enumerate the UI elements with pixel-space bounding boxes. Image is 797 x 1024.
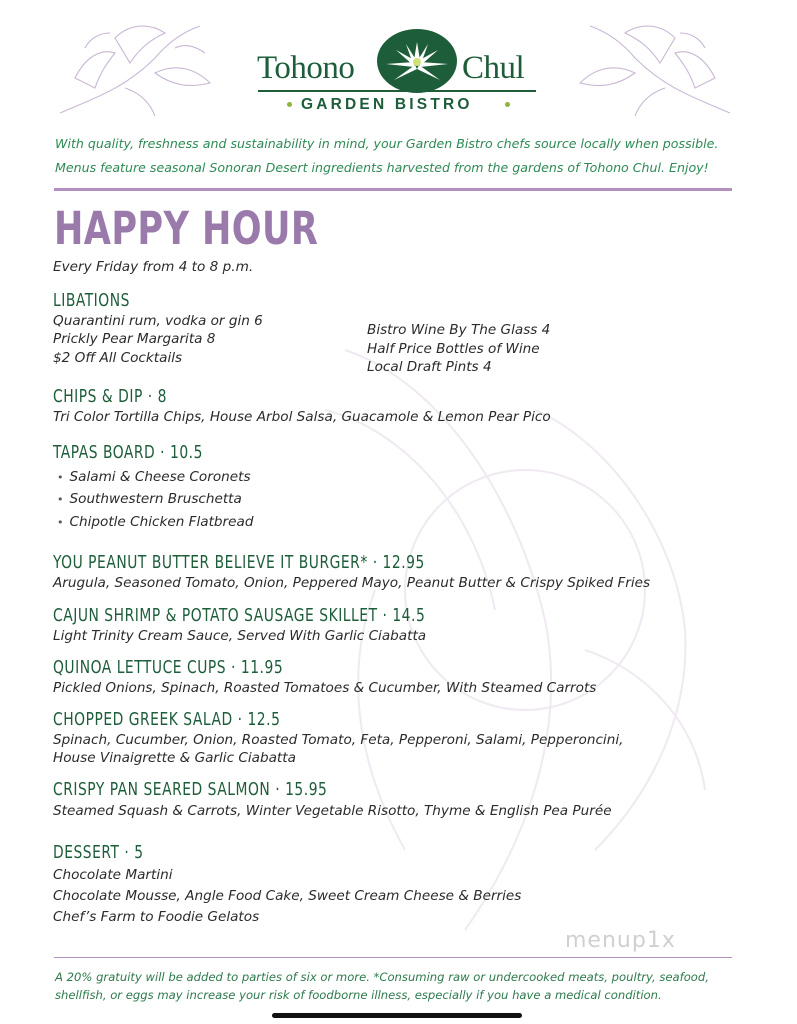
- bullet-icon: •: [57, 471, 64, 484]
- libation-item: Half Price Bottles of Wine: [367, 341, 540, 357]
- footer-line-1: A 20% gratuity will be added to parties of six or more. *Consuming raw or undercooked meats, poultry, seafood,: [55, 970, 709, 984]
- greek-heading: CHOPPED GREEK SALAD · 12.5: [53, 710, 281, 730]
- chips-heading: CHIPS & DIP · 8: [53, 387, 167, 407]
- libations-heading: LIBATIONS: [53, 291, 130, 311]
- libation-item: $2 Off All Cocktails: [53, 350, 183, 366]
- burger-heading: YOU PEANUT BUTTER BELIEVE IT BURGER* · 12.95: [53, 553, 425, 573]
- tapas-item-label: Southwestern Bruschetta: [69, 491, 242, 507]
- happy-hour-title: HAPPY HOUR: [54, 202, 319, 255]
- quinoa-description: Pickled Onions, Spinach, Roasted Tomatoes & Cucumber, With Steamed Carrots: [53, 680, 597, 696]
- dessert-item: Chef’s Farm to Foodie Gelatos: [53, 909, 260, 925]
- libation-item: Quarantini rum, vodka or gin 6: [53, 313, 263, 329]
- flower-logo-icon: [376, 28, 458, 94]
- chips-description: Tri Color Tortilla Chips, House Arbol Salsa, Guacamole & Lemon Pear Pico: [53, 409, 551, 425]
- shrimp-description: Light Trinity Cream Sauce, Served With Garlic Ciabatta: [53, 628, 427, 644]
- footer-divider: [54, 957, 732, 958]
- logo-dot-left: [287, 102, 292, 107]
- header-divider: [54, 188, 732, 191]
- libation-item: Local Draft Pints 4: [367, 359, 492, 375]
- greek-description-line-2: House Vinaigrette & Garlic Ciabatta: [53, 750, 296, 766]
- tapas-item: [57, 491, 242, 507]
- logo-subtitle: GARDEN BISTRO: [301, 96, 473, 113]
- intro-line-1: With quality, freshness and sustainability in mind, your Garden Bistro chefs source locally when possible.: [55, 136, 719, 151]
- dessert-item: Chocolate Mousse, Angle Food Cake, Sweet Cream Cheese & Berries: [53, 888, 522, 904]
- flower-sketch-right: [570, 18, 735, 118]
- footer-line-2: shellfish, or eggs may increase your risk of foodborne illness, especially if you have a medical condition.: [55, 988, 662, 1002]
- tapas-item-label: Chipotle Chicken Flatbread: [69, 514, 254, 530]
- greek-description-line-1: Spinach, Cucumber, Onion, Roasted Tomato, Feta, Pepperoni, Salami, Pepperoncini,: [53, 732, 624, 748]
- bullet-icon: •: [57, 516, 64, 529]
- tapas-heading: TAPAS BOARD · 10.5: [53, 443, 203, 463]
- salmon-description: Steamed Squash & Carrots, Winter Vegetable Risotto, Thyme & English Pea Purée: [53, 803, 612, 819]
- quinoa-heading: QUINOA LETTUCE CUPS · 11.95: [53, 658, 284, 678]
- logo-word-right: Chul: [462, 50, 525, 86]
- tapas-item-label: Salami & Cheese Coronets: [69, 469, 251, 485]
- logo-dot-right: [505, 102, 510, 107]
- tapas-item: [57, 514, 253, 530]
- home-indicator[interactable]: [272, 1013, 522, 1018]
- libation-item: Prickly Pear Margarita 8: [53, 331, 216, 347]
- logo-word-left: Tohono: [257, 50, 355, 86]
- dessert-item: Chocolate Martini: [53, 867, 173, 883]
- intro-line-2: Menus feature seasonal Sonoran Desert ingredients harvested from the gardens of Tohono Chul. Enjoy!: [55, 160, 709, 175]
- happy-hour-subtitle: Every Friday from 4 to 8 p.m.: [53, 259, 254, 275]
- dessert-heading: DESSERT · 5: [53, 843, 144, 863]
- libation-item: Bistro Wine By The Glass 4: [367, 322, 551, 338]
- menupix-watermark: menup1x: [565, 928, 676, 953]
- bullet-icon: •: [57, 493, 64, 506]
- logo-underline: [258, 90, 536, 92]
- flower-sketch-left: [55, 18, 220, 118]
- shrimp-heading: CAJUN SHRIMP & POTATO SAUSAGE SKILLET · 14.5: [53, 606, 426, 626]
- salmon-heading: CRISPY PAN SEARED SALMON · 15.95: [53, 780, 328, 800]
- burger-description: Arugula, Seasoned Tomato, Onion, Peppered Mayo, Peanut Butter & Crispy Spiked Fries: [53, 575, 651, 591]
- tapas-item: [57, 469, 251, 485]
